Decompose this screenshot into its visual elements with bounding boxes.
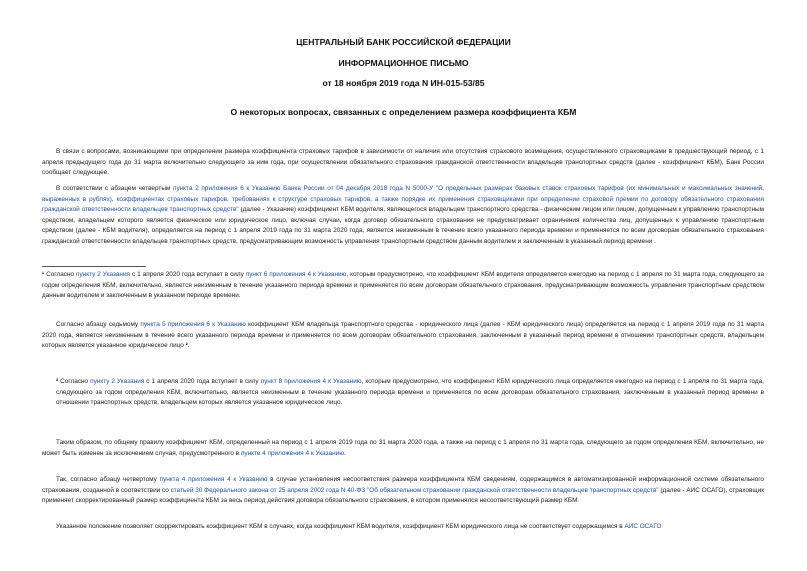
paragraph-text: Таким образом, по общему правилу коэффициент КБМ, определенный на период с 1 апреля 2019 года по 31 марта 2020 года, а также на период с 1 апреля по 31 марта года, следующего за годом определения КБМ, включительно, не может быть изменен за исключением случая, предусмотренного в bbox=[42, 439, 764, 457]
footnote-text: Согласно bbox=[44, 271, 77, 278]
paragraph-general-rule bbox=[42, 438, 764, 459]
link-ais-osago[interactable]: АИС ОСАГО bbox=[624, 523, 662, 530]
document-subject: О некоторых вопросах, связанных с определением размера коэффициента КБМ bbox=[230, 107, 577, 117]
issuer-title: ЦЕНТРАЛЬНЫЙ БАНК РОССИЙСКОЙ ФЕДЕРАЦИИ bbox=[296, 37, 511, 47]
paragraph-text: коэффициент КБМ владельца транспортного средства - юридического лица (далее - КБМ юридического лица) определяется на период с 1 апреля 2019 года по 31 марта 2020 года, является неизменным в течение всего указанного периода времени и применяется по всем договорам обязательного страхования, заключенным в указанный период времени в отношении транспортных средств, владельцем которых является указанное юридическое лицо bbox=[42, 321, 765, 350]
link-ukazanie-p2[interactable]: пункту 2 Указания bbox=[90, 378, 145, 385]
link-federal-law-40fz[interactable]: статьей 30 Федерального закона от 25 апреля 2002 года N 40-ФЗ "Об обязательном страховании гражданской ответственности владельцев транспортных средств" bbox=[170, 486, 659, 494]
footnote-divider bbox=[42, 266, 146, 267]
footnote-mark: ² bbox=[56, 378, 59, 385]
paragraph-text: (далее - Указание) коэффициент КБМ водителя, являющегося владельцем транспортного средства - физическим лицом или лицом, допущенным к управлению транспортным средством, владельцем которого является физическое или юридическое лицо, включая случаи, когда договор обязательного страхования не предусматривает ограничения количества лиц, допущенных к управлению транспортным средством (далее - КБМ водителя), определяется на период с 1 апреля 2019 года по 31 марта 2020 года, является неизменным в течение всего указанного периода времени и применяется по всем договорам обязательного страхования гражданской ответственности владельцев транспортных средств, предусматривающим возможность управления транспортным средством данным водителем и заключенным в указанный период времени . bbox=[42, 206, 764, 245]
paragraph-text: Указанное положение позволяет скорректировать коэффициент КБМ в случаях, когда коэффициент КБМ водителя, коэффициент КБМ юридического лица не соответствует содержащимся в bbox=[56, 523, 623, 530]
document-type: ИНФОРМАЦИОННОЕ ПИСЬМО bbox=[338, 58, 469, 68]
paragraph-legal-entity-kbm bbox=[42, 320, 764, 352]
paragraph-intro: В связи с вопросами, возникающими при определении размера коэффициента страховых тарифов в зависимости от наличия или отсутствия страхового возмещения, осуществленного страховщиками в предшествующий период, с 1 апреля предыдущего года до 31 марта включительно следующего за ним года, при осуществлении обязательного страхования гражданской ответственности владельцев транспортных средств (далее - коэффициент КБМ), Банк России сообщает следующее. bbox=[42, 148, 764, 177]
link-p4-appendix4[interactable]: пункте 4 приложения 4 к Указанию bbox=[240, 449, 345, 457]
footnote-ref[interactable]: ² bbox=[185, 342, 188, 350]
paragraph-text: в случае установления несоответствия размера коэффициента КБМ сведениям, содержащимся в автоматизированной информационной системе обязательного страхования, созданной в соответствии со bbox=[42, 476, 764, 494]
paragraph-text: В соответствии с абзацем четвертым bbox=[56, 185, 173, 192]
footnote-text: , которым предусмотрено, что коэффициент КБМ водителя определяется ежегодно на период с 1 апреля по 31 марта года, следующего за годом определения КБМ, включительно, является неизменным в течение указанного периода времени и применяется по всем договорам обязательного страхования, предусматривающим возможность управления транспортным средством данным водителем и заключенным в указанном периоде времени. bbox=[42, 271, 764, 300]
paragraph-text: Так, согласно абзацу четвертому bbox=[56, 476, 160, 483]
footnote-text: с 1 апреля 2020 года вступает в силу bbox=[130, 271, 246, 278]
link-p6-appendix4[interactable]: пункт 6 приложения 4 к Указанию bbox=[245, 271, 347, 278]
paragraph-driver-kbm bbox=[42, 184, 764, 248]
link-p4-appendix4[interactable]: пункта 4 приложения 4 к Указанию bbox=[159, 476, 268, 483]
paragraph-text: (далее - АИС ОСАГО), страховщик применяет скорректированный размер коэффициента КБМ за весь период действия договора обязательного страхования, в котором применялся несоответствующий размер КБМ. bbox=[42, 486, 764, 505]
paragraph-adjustment bbox=[42, 522, 764, 533]
paragraph-text: Согласно абзацу седьмому bbox=[56, 321, 141, 328]
footnote-text: Согласно bbox=[58, 378, 91, 385]
document-date-number: от 18 ноября 2019 года N ИН-015-53/85 bbox=[322, 78, 485, 88]
link-ukazanie-p2[interactable]: пункту 2 Указания bbox=[76, 271, 130, 278]
link-p8-appendix4[interactable]: пункт 8 приложения 4 к Указанию bbox=[260, 378, 362, 385]
link-p5-appendix6[interactable]: пункта 5 приложения 6 к Указанию bbox=[140, 321, 246, 328]
paragraph-text: . bbox=[344, 449, 346, 457]
paragraph-correction bbox=[42, 475, 764, 507]
link-ukazanie-5000u[interactable]: пункта 2 приложения 6 к Указанию Банка России от 04 декабря 2018 года N 5000-У "О предельных размерах базовых ставок страховых тарифов (их минимальных и максимальных значений, выраженных в рублях), коэффициентах страховых тарифов, требованиях к структуре страховых тарифов, а также порядке их применения страховщиками при определении страховой премии по договору обязательного страхования гражданской ответственности владельцев транспортных средств" bbox=[42, 185, 765, 214]
footnote-1 bbox=[42, 270, 764, 302]
footnote-text: с 1 апреля 2020 года вступает в силу bbox=[144, 378, 261, 385]
footnote-mark: ¹ bbox=[42, 271, 45, 278]
paragraph-text: . bbox=[187, 342, 190, 350]
footnote-2 bbox=[56, 377, 764, 409]
footnote-text: , которым предусмотрено, что коэффициент КБМ юридического лица определяется ежегодно на период с 1 апреля по 31 марта года, следующего за годом определения КБМ, включительно, является неизменным в течение указанного периода времени и применяется по всем договорам обязательного страхования, заключенным в указанный период времени в отношении транспортных средств, владельцем которых является указанное юридическое лицо. bbox=[56, 378, 764, 407]
